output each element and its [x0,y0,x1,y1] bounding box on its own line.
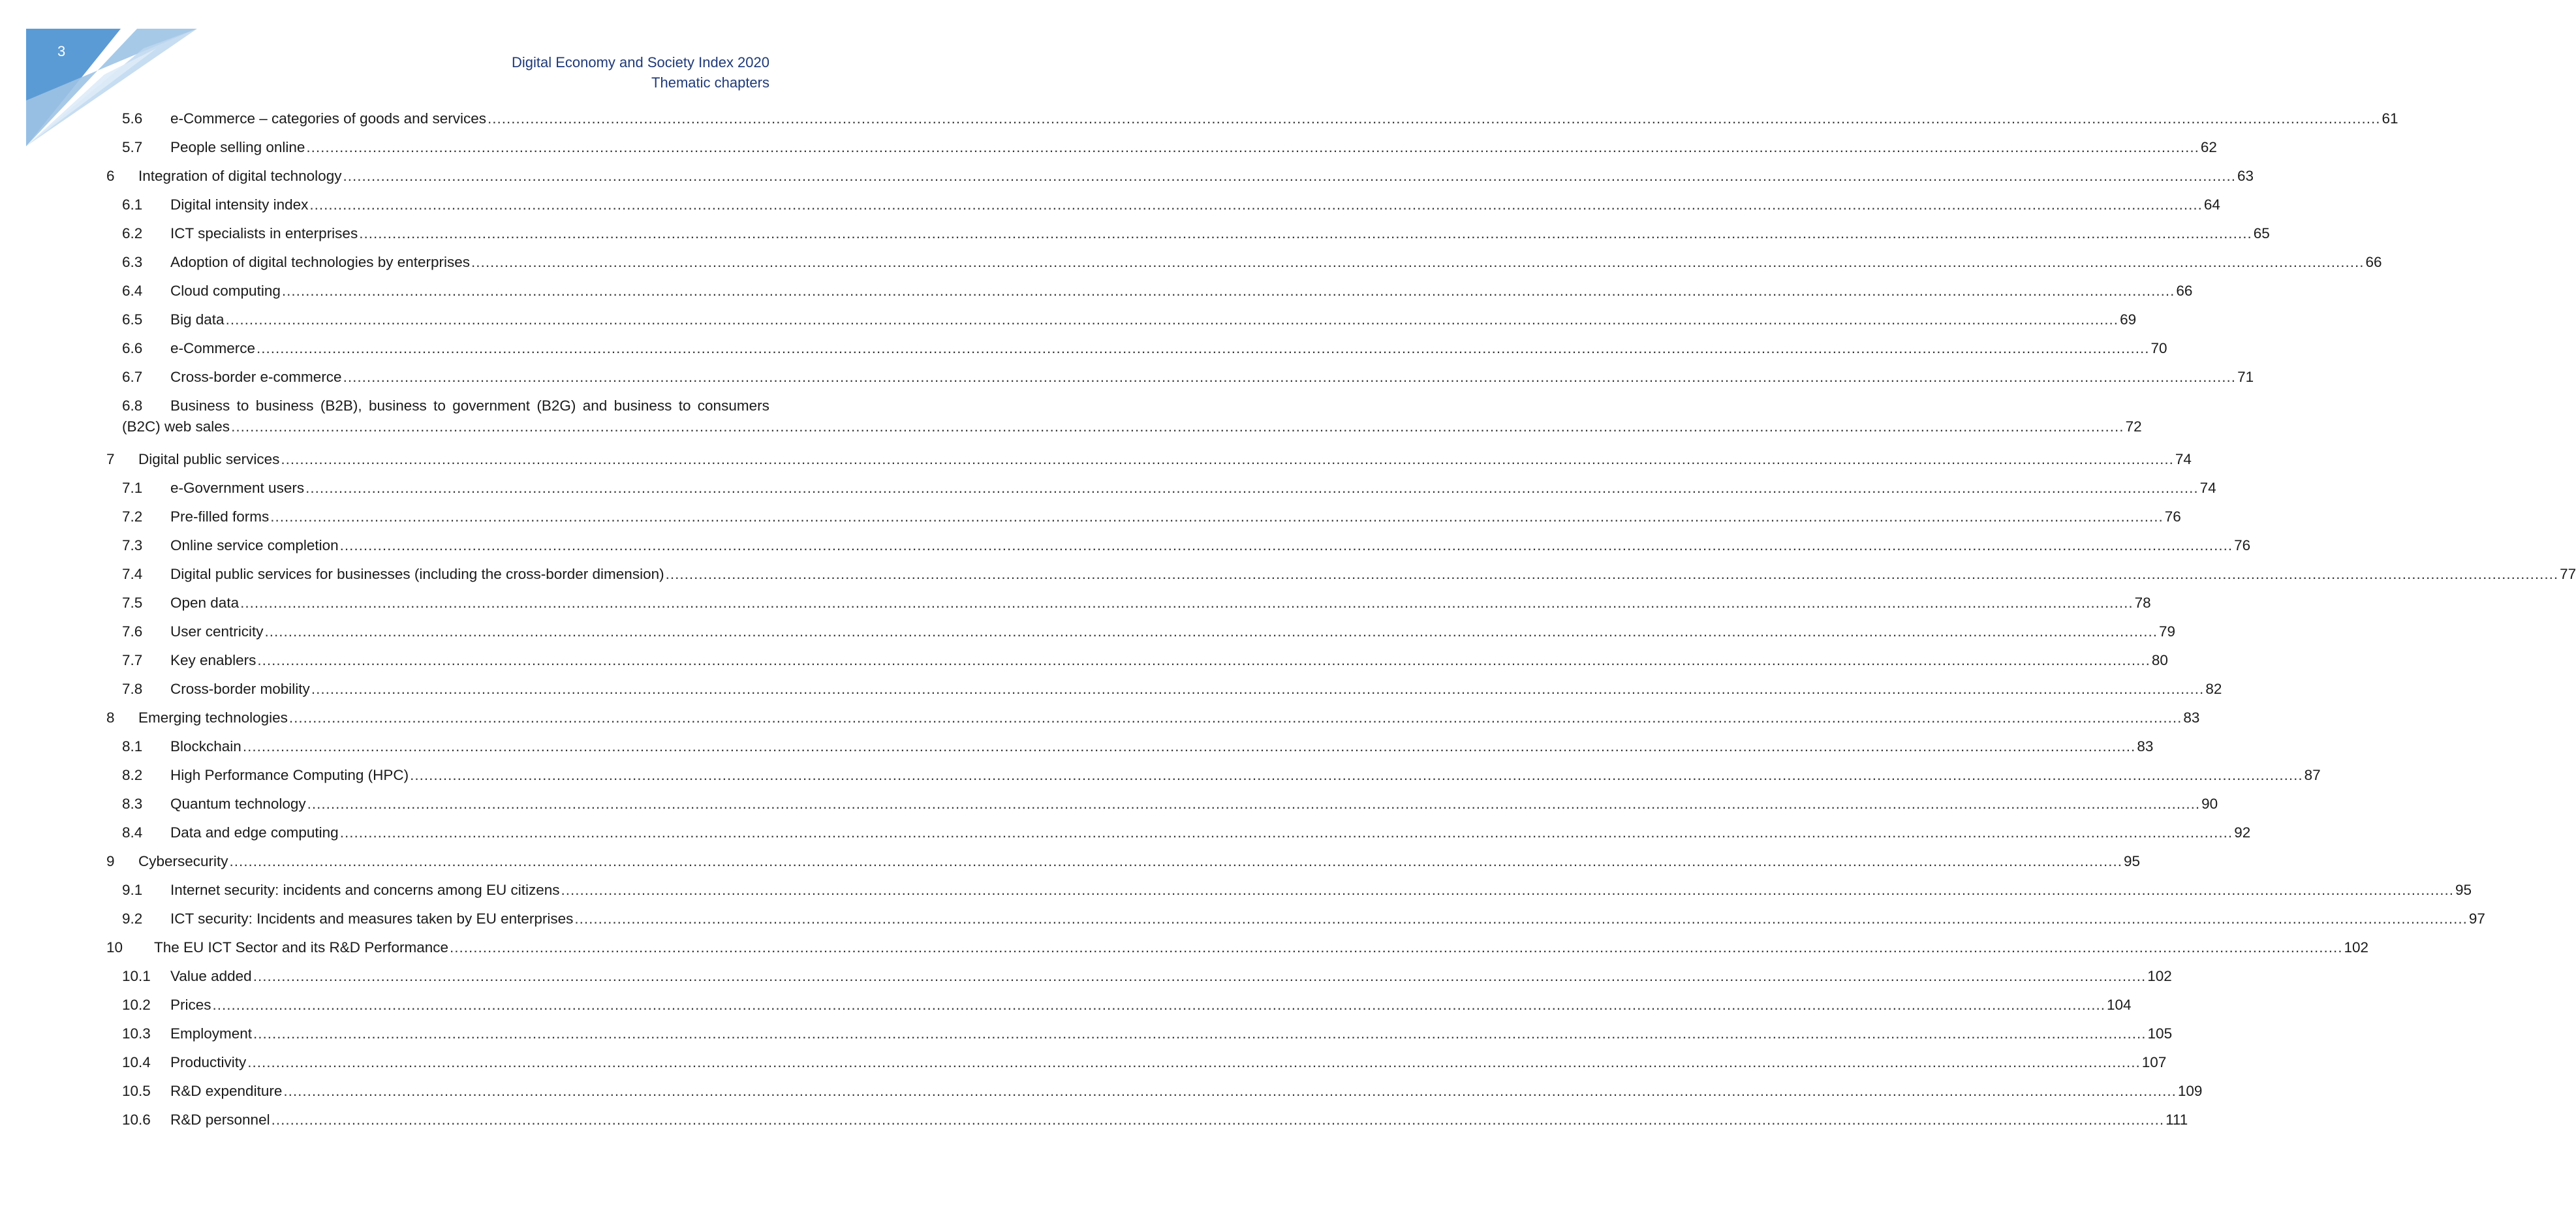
toc-leader-dots: ................................................................................................................................................................................................................................................................................................................................................................................................................ [306,139,2199,155]
toc-entry-title: Big data [170,311,225,328]
toc-entry-number: 7.8 [122,681,143,697]
toc-entry-page: 95 [2124,853,2141,869]
toc-entry-title: Employment [170,1025,253,1042]
toc-entry-number: 6.4 [122,283,143,299]
toc-entry-title: Integration of digital technology [138,168,342,184]
toc-entry-page: 70 [2150,340,2167,356]
toc-entry-title: Online service completion [170,537,339,553]
toc-entry-title: Internet security: incidents and concerns among EU citizens [170,882,560,898]
toc-entry-page: 83 [2137,738,2154,755]
toc-entry-title: Prices [170,997,211,1013]
toc-entry[interactable] [106,305,2137,334]
toc-entry-number: 10.6 [122,1112,151,1128]
toc-entry-title: Open data [170,595,240,611]
toc-leader-dots: ................................................................................................................................................................................................................................................................................................................................................................................................................ [281,451,2174,467]
toc-entry[interactable] [106,248,2382,277]
toc-entry-number: 8.3 [122,796,143,812]
toc-leader-dots: ................................................................................................................................................................................................................................................................................................................................................................................................................ [343,369,2237,385]
toc-entry-title: Data and edge computing [170,824,339,841]
toc-entry[interactable] [106,617,2176,646]
toc-entry[interactable] [106,445,2192,474]
toc-leader-dots: ................................................................................................................................................................................................................................................................................................................................................................................................................ [450,939,2343,956]
toc-entry-number: 7.5 [122,595,143,611]
toc-entry-number: 7.4 [122,566,143,582]
toc-entry[interactable] [106,704,2200,732]
toc-leader-dots: ................................................................................................................................................................................................................................................................................................................................................................................................................ [257,652,2150,668]
toc-leader-dots: ................................................................................................................................................................................................................................................................................................................................................................................................................ [256,340,2150,356]
toc-entry-title: R&D personnel [170,1112,270,1128]
toc-entry-page: 111 [2165,1112,2188,1128]
toc-entry[interactable] [106,560,2576,589]
toc-entry-title: User centricity [170,623,264,640]
toc-leader-dots: ................................................................................................................................................................................................................................................................................................................................................................................................................ [343,168,2236,184]
toc-entry-page: 61 [2382,110,2398,127]
toc-entry-page: 79 [2159,623,2176,640]
toc-leader-dots: ................................................................................................................................................................................................................................................................................................................................................................................................................ [309,196,2203,213]
toc-entry-title: e-Government users [170,480,305,496]
toc-entry-page: 74 [2199,480,2216,496]
toc-entry-title-word: to [236,397,249,414]
toc-entry[interactable] [106,589,2151,617]
toc-entry-title: Adoption of digital technologies by enterprises [170,254,471,270]
toc-leader-dots: ................................................................................................................................................................................................................................................................................................................................................................................................................ [212,997,2106,1013]
toc-entry-page: 87 [2304,767,2321,783]
toc-entry-title: Key enablers [170,652,256,668]
toc-entry[interactable] [106,646,2168,675]
toc-entry-number: 8 [106,709,115,726]
toc-entry[interactable] [106,474,2216,503]
toc-entry-number: 6.1 [122,196,143,213]
toc-leader-dots: ................................................................................................................................................................................................................................................................................................................................................................................................................ [271,1112,2165,1128]
toc-entry-page: 82 [2205,681,2222,697]
toc-entry-page: 109 [2177,1083,2203,1099]
toc-entry-title: e-Commerce – categories of goods and services [170,110,486,127]
toc-entry-title-word: to [433,397,446,414]
toc-entry-number: 8.2 [122,767,143,783]
toc-entry-page: 66 [2176,283,2193,299]
toc-entry[interactable] [106,962,2172,991]
toc-leader-dots: ................................................................................................................................................................................................................................................................................................................................................................................................................ [231,418,2124,435]
toc-entry-title: Blockchain [170,738,241,755]
toc-entry-title: Quantum technology [170,796,306,812]
toc-entry[interactable] [106,531,2251,560]
toc-entry-title: R&D expenditure [170,1083,283,1099]
toc-entry-page: 76 [2234,537,2251,553]
toc-entry-number: 10.4 [122,1054,151,1070]
toc-entry-number: 6 [106,168,115,184]
toc-entry[interactable] [106,503,2181,531]
toc-entry-page: 95 [2455,882,2472,898]
toc-leader-dots: ................................................................................................................................................................................................................................................................................................................................................................................................................ [487,110,2381,127]
toc-entry[interactable] [106,392,2142,445]
toc-entry-title: People selling online [170,139,305,155]
toc-entry-page: 102 [2147,968,2172,984]
toc-entry-number: 6.5 [122,311,143,328]
toc-entry[interactable] [106,162,2254,191]
toc-leader-dots: ................................................................................................................................................................................................................................................................................................................................................................................................................ [410,767,2303,783]
toc-leader-dots: ................................................................................................................................................................................................................................................................................................................................................................................................................ [339,537,2233,553]
toc-entry-page: 77 [2560,566,2576,582]
toc-entry[interactable] [106,675,2222,704]
toc-entry-number: 6.7 [122,369,143,385]
toc-leader-dots: ................................................................................................................................................................................................................................................................................................................................................................................................................ [305,480,2199,496]
toc-entry-page: 104 [2107,997,2132,1013]
toc-entry-number: 10.1 [122,968,151,984]
toc-entry-title: Pre-filled forms [170,508,270,525]
toc-entry-number: 9 [106,853,115,869]
toc-entry[interactable] [106,847,2141,876]
toc-entry-title: e-Commerce [170,340,256,356]
toc-leader-dots: ................................................................................................................................................................................................................................................................................................................................................................................................................ [311,681,2205,697]
toc-entry-page: 76 [2164,508,2181,525]
toc-entry-page: 83 [2183,709,2200,726]
toc-entry-number: 6.2 [122,225,143,241]
toc-entry-number: 10.5 [122,1083,151,1099]
toc-entry-title: Digital intensity index [170,196,309,213]
toc-leader-dots: ................................................................................................................................................................................................................................................................................................................................................................................................................ [242,738,2136,755]
toc-leader-dots: ................................................................................................................................................................................................................................................................................................................................................................................................................ [283,1083,2177,1099]
toc-leader-dots: ................................................................................................................................................................................................................................................................................................................................................................................................................ [253,1025,2147,1042]
toc-entry-title: ICT security: Incidents and measures taken by EU enterprises [170,910,574,927]
toc-entry-page: 97 [2468,910,2485,927]
toc-entry-page: 63 [2237,168,2254,184]
toc-leader-dots: ................................................................................................................................................................................................................................................................................................................................................................................................................ [339,824,2233,841]
toc-entry-title: Value added [170,968,252,984]
toc-entry-title: Digital public services [138,451,280,467]
toc-entry-number: 7 [106,451,115,467]
toc-entry[interactable] [106,1106,2188,1134]
toc-leader-dots: ................................................................................................................................................................................................................................................................................................................................................................................................................ [665,566,2559,582]
toc-entry-title: ICT specialists in enterprises [170,225,358,241]
toc-leader-dots: ................................................................................................................................................................................................................................................................................................................................................................................................................ [307,796,2201,812]
document-header [512,52,769,93]
toc-entry[interactable] [106,876,2472,905]
toc-entry-page: 105 [2147,1025,2173,1042]
toc-entry-number: 8.1 [122,738,143,755]
toc-entry-page: 107 [2141,1054,2167,1070]
toc-entry-title-word: government [452,397,531,414]
page-number: 3 [57,43,66,59]
toc-entry-title-cont: (B2C) web sales [122,418,230,435]
toc-entry-page: 65 [2253,225,2270,241]
toc-entry-title-word: and [582,397,608,414]
toc-entry-number: 6.6 [122,340,143,356]
toc-entry-title: Cross-border mobility [170,681,310,697]
header-subtitle: Thematic chapters [651,74,769,91]
toc-leader-dots: ................................................................................................................................................................................................................................................................................................................................................................................................................ [240,595,2134,611]
toc-entry-page: 92 [2234,824,2251,841]
toc-entry-page: 69 [2120,311,2137,328]
toc-leader-dots: ................................................................................................................................................................................................................................................................................................................................................................................................................ [253,968,2147,984]
toc-entry-number: 7.6 [122,623,143,640]
toc-entry-title: Emerging technologies [138,709,288,726]
toc-entry-title-word: (B2B), [320,397,362,414]
toc-entry-title-word: business [613,397,672,414]
toc-entry-number: 7.7 [122,652,143,668]
toc-entry-page: 71 [2237,369,2254,385]
toc-entry[interactable] [106,991,2132,1019]
toc-entry-number: 8.4 [122,824,143,841]
toc-entry-page: 72 [2125,418,2142,435]
toc-entry-title-word: consumers [697,397,769,414]
toc-leader-dots: ................................................................................................................................................................................................................................................................................................................................................................................................................ [270,508,2164,525]
toc-entry-title: Productivity [170,1054,247,1070]
toc-entry-title: Cloud computing [170,283,281,299]
toc-entry[interactable] [106,933,2369,962]
toc-entry[interactable] [106,277,2193,305]
toc-leader-dots: ................................................................................................................................................................................................................................................................................................................................................................................................................ [359,225,2252,241]
toc-entry-title-word: business [368,397,427,414]
toc-entry[interactable] [106,1077,2203,1106]
toc-leader-dots: ................................................................................................................................................................................................................................................................................................................................................................................................................ [229,853,2123,869]
toc-entry-title: Cross-border e-commerce [170,369,342,385]
toc-entry[interactable] [106,761,2321,790]
toc-entry-title-word: business [255,397,314,414]
toc-entry-page: 78 [2134,595,2151,611]
toc-entry[interactable] [106,818,2251,847]
toc-entry-number: 5.6 [122,110,143,127]
toc-entry[interactable] [106,191,2220,219]
toc-entry-number: 7.3 [122,537,143,553]
toc-leader-dots: ................................................................................................................................................................................................................................................................................................................................................................................................................ [471,254,2365,270]
toc-entry-title: High Performance Computing (HPC) [170,767,409,783]
toc-leader-dots: ................................................................................................................................................................................................................................................................................................................................................................................................................ [288,709,2182,726]
toc-entry-number: 6.8 [122,397,143,414]
toc-leader-dots: ................................................................................................................................................................................................................................................................................................................................................................................................................ [561,882,2455,898]
toc-entry-number: 6.3 [122,254,143,270]
toc-entry-page: 102 [2344,939,2369,956]
toc-leader-dots: ................................................................................................................................................................................................................................................................................................................................................................................................................ [225,311,2119,328]
toc-entry-title: Cybersecurity [138,853,228,869]
toc-entry[interactable] [106,133,2217,162]
toc-entry-page: 74 [2175,451,2192,467]
toc-entry[interactable] [106,363,2254,392]
table-of-contents [106,104,2576,1134]
toc-entry[interactable] [106,1048,2167,1077]
toc-entry[interactable] [106,334,2167,363]
toc-entry-title: The EU ICT Sector and its R&D Performance [154,939,448,956]
toc-entry[interactable] [106,732,2154,761]
toc-entry-page: 64 [2203,196,2220,213]
toc-entry-number: 5.7 [122,139,143,155]
toc-leader-dots: ................................................................................................................................................................................................................................................................................................................................................................................................................ [574,910,2468,927]
toc-entry[interactable] [106,219,2270,248]
toc-entry-number: 7.2 [122,508,143,525]
header-title: Digital Economy and Society Index 2020 [511,54,769,70]
toc-entry[interactable] [106,1019,2173,1048]
toc-entry-title-word: Business [170,397,230,414]
toc-entry-page: 90 [2201,796,2218,812]
toc-entry-number: 7.1 [122,480,143,496]
toc-entry-title-word: (B2G) [536,397,576,414]
toc-entry-page: 80 [2151,652,2168,668]
toc-leader-dots: ................................................................................................................................................................................................................................................................................................................................................................................................................ [281,283,2175,299]
toc-entry[interactable] [106,104,2398,133]
toc-entry-number: 10.2 [122,997,151,1013]
toc-entry-title-word: to [678,397,691,414]
toc-entry[interactable] [106,905,2485,933]
toc-entry[interactable] [106,790,2218,818]
toc-entry-number: 9.1 [122,882,143,898]
toc-entry-number: 10.3 [122,1025,151,1042]
toc-leader-dots: ................................................................................................................................................................................................................................................................................................................................................................................................................ [247,1054,2141,1070]
toc-leader-dots: ................................................................................................................................................................................................................................................................................................................................................................................................................ [264,623,2158,640]
toc-entry-page: 66 [2365,254,2382,270]
toc-entry-title: Digital public services for businesses (including the cross-border dimension) [170,566,664,582]
toc-entry-title [170,396,769,416]
toc-entry-page: 62 [2200,139,2217,155]
toc-entry-number: 10 [106,939,123,956]
toc-entry-number: 9.2 [122,910,143,927]
